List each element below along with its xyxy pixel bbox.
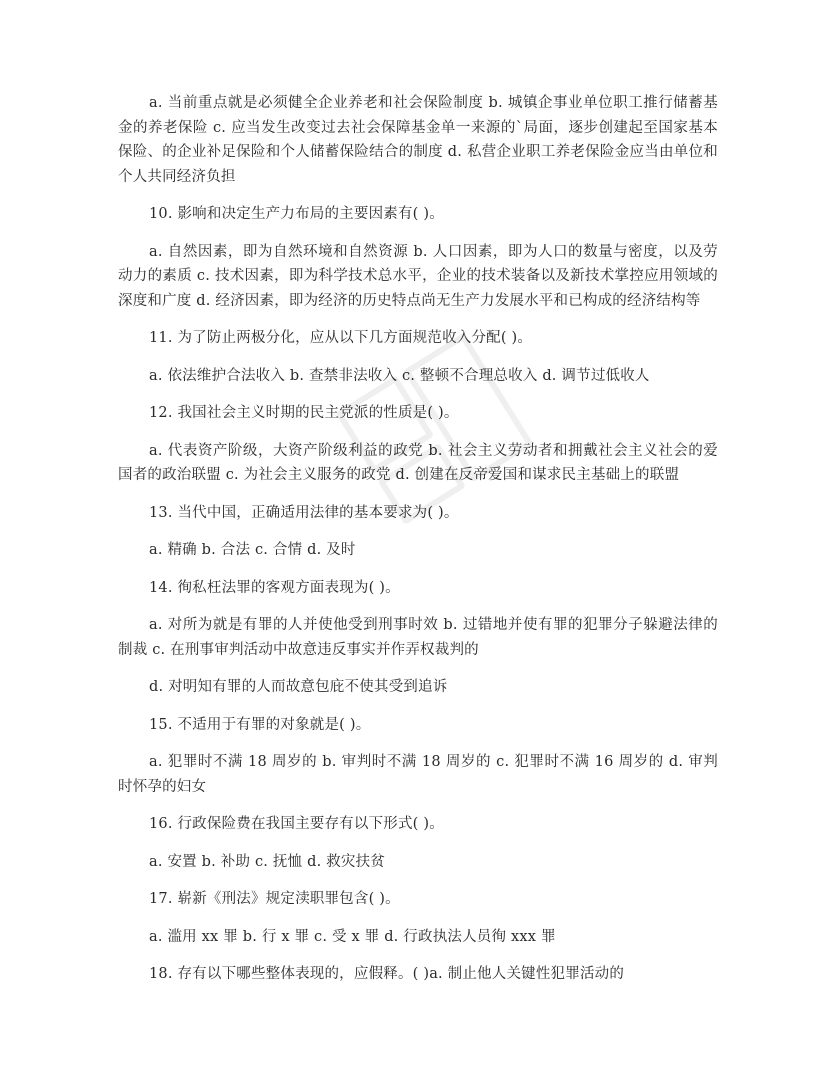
answer-options-9: a. 当前重点就是必须健全企业养老和社会保险制度 b. 城镇企事业单位职工推行储蓄基金的养老保险 c. 应当发生改变过去社会保障基金单一来源的`局面，逐步创建起至国家基本保险、的企业补足保险和个人储蓄保险结合的制度 d. 私营企业职工养老保险金应当由单位和个人共同经济负担 bbox=[118, 95, 718, 185]
answer-options-12: a. 代表资产阶级，大资产阶级利益的政党 b. 社会主义劳动者和拥戴社会主义社会的爱国者的政治联盟 c. 为社会主义服务的政党 d. 创建在反帝爱国和谋求民主基础上的联盟 bbox=[118, 442, 718, 483]
answer-options-14: a. 对所为就是有罪的人并使他受到刑事时效 b. 过错地并使有罪的犯罪分子躲避法律的制裁 c. 在刑事审判活动中故意违反事实并作弄权裁判的 bbox=[118, 617, 718, 658]
question-13: 13. 当代中国，正确适用法律的基本要求为( )。 bbox=[149, 504, 459, 521]
answer-options-16: a. 安置 b. 补助 c. 抚恤 d. 救灾扶贫 bbox=[149, 853, 386, 870]
answer-options-13: a. 精确 b. 合法 c. 合情 d. 及时 bbox=[149, 542, 356, 558]
question-14: 14. 徇私枉法罪的客观方面表现为( )。 bbox=[149, 579, 400, 596]
question-16: 16. 行政保险费在我国主要存有以下形式( )。 bbox=[149, 816, 444, 832]
question-15: 15. 不适用于有罪的对象就是( )。 bbox=[149, 716, 371, 733]
answer-options-15: a. 犯罪时不满 18 周岁的 b. 审判时不满 18 周岁的 c. 犯罪时不满 16 周岁的 d. 审判时怀孕的妇女 bbox=[118, 754, 718, 795]
answer-option-14-d: d. 对明知有罪的人而故意包庇不使其受到追诉 bbox=[149, 679, 448, 695]
answer-options-11: a. 依法维护合法收入 b. 查禁非法收入 c. 整顿不合理总收入 d. 调节过低收人 bbox=[149, 367, 650, 384]
question-10: 10. 影响和决定生产力布局的主要因素有( )。 bbox=[149, 206, 444, 222]
document-body bbox=[118, 91, 718, 987]
question-17: 17. 崭新《刑法》规定渎职罪包含( )。 bbox=[149, 891, 400, 907]
answer-options-17: a. 滥用 xx 罪 b. 行 x 罪 c. 受 x 罪 d. 行政执法人员徇 xxx 罪 bbox=[149, 928, 556, 945]
question-18: 18. 存有以下哪些整体表现的，应假释。( )a. 制止他人关键性犯罪活动的 bbox=[149, 966, 625, 982]
question-11: 11. 为了防止两极分化，应从以下几方面规范收入分配( )。 bbox=[149, 330, 533, 346]
answer-options-10: a. 自然因素，即为自然环境和自然资源 b. 人口因素，即为人口的数量与密度，以及劳动力的素质 c. 技术因素，即为科学技术总水平，企业的技术装备以及新技术掌控应用领域的深度和广度 d. 经济因素，即为经济的历史特点尚无生产力发展水平和已构成的经济结构等 bbox=[118, 243, 718, 309]
question-12: 12. 我国社会主义时期的民主党派的性质是( )。 bbox=[149, 405, 459, 421]
